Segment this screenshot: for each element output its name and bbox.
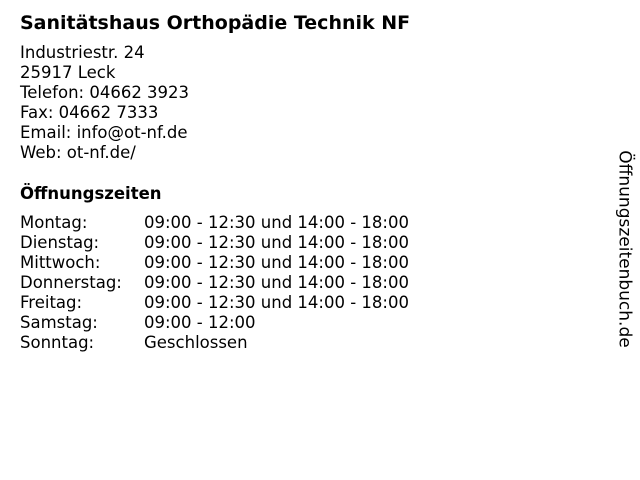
opening-hours-table (20, 213, 409, 353)
day-label: Freitag: (20, 293, 83, 312)
hours-row-monday (20, 213, 409, 233)
brand-watermark-text: Öffnungszeitenbuch.de (615, 150, 636, 348)
hours-row-thursday (20, 273, 409, 293)
email-address: Email: info@ot-nf.de (20, 123, 188, 142)
fax-number: Fax: 04662 7333 (20, 103, 159, 122)
city-postal-code: 25917 Leck (20, 63, 116, 82)
hours-row-wednesday (20, 253, 409, 273)
day-label: Mittwoch: (20, 253, 101, 272)
phone-number: Telefon: 04662 3923 (20, 83, 190, 102)
hours-row-sunday (20, 333, 409, 353)
hours-row-saturday (20, 313, 409, 333)
hours-row-friday (20, 293, 409, 313)
time-value: 09:00 - 12:30 und 14:00 - 18:00 (144, 253, 409, 272)
time-value: 09:00 - 12:30 und 14:00 - 18:00 (144, 213, 409, 232)
brand-watermark (615, 134, 635, 364)
day-label: Sonntag: (20, 333, 95, 352)
day-label: Dienstag: (20, 233, 100, 252)
time-value: 09:00 - 12:30 und 14:00 - 18:00 (144, 293, 409, 312)
street-address: Industriestr. 24 (20, 43, 145, 62)
business-name: Sanitätshaus Orthopädie Technik NF (20, 12, 411, 34)
time-value: 09:00 - 12:30 und 14:00 - 18:00 (144, 233, 409, 252)
day-label: Donnerstag: (20, 273, 122, 292)
opening-hours-heading: Öffnungszeiten (20, 184, 162, 203)
day-label: Montag: (20, 213, 88, 232)
contact-details (20, 43, 189, 163)
day-label: Samstag: (20, 313, 98, 332)
time-value: 09:00 - 12:30 und 14:00 - 18:00 (144, 273, 409, 292)
hours-row-tuesday (20, 233, 409, 253)
website-link: Web: ot-nf.de/ (20, 143, 136, 162)
time-value: 09:00 - 12:00 (144, 313, 256, 332)
time-value: Geschlossen (144, 333, 248, 352)
